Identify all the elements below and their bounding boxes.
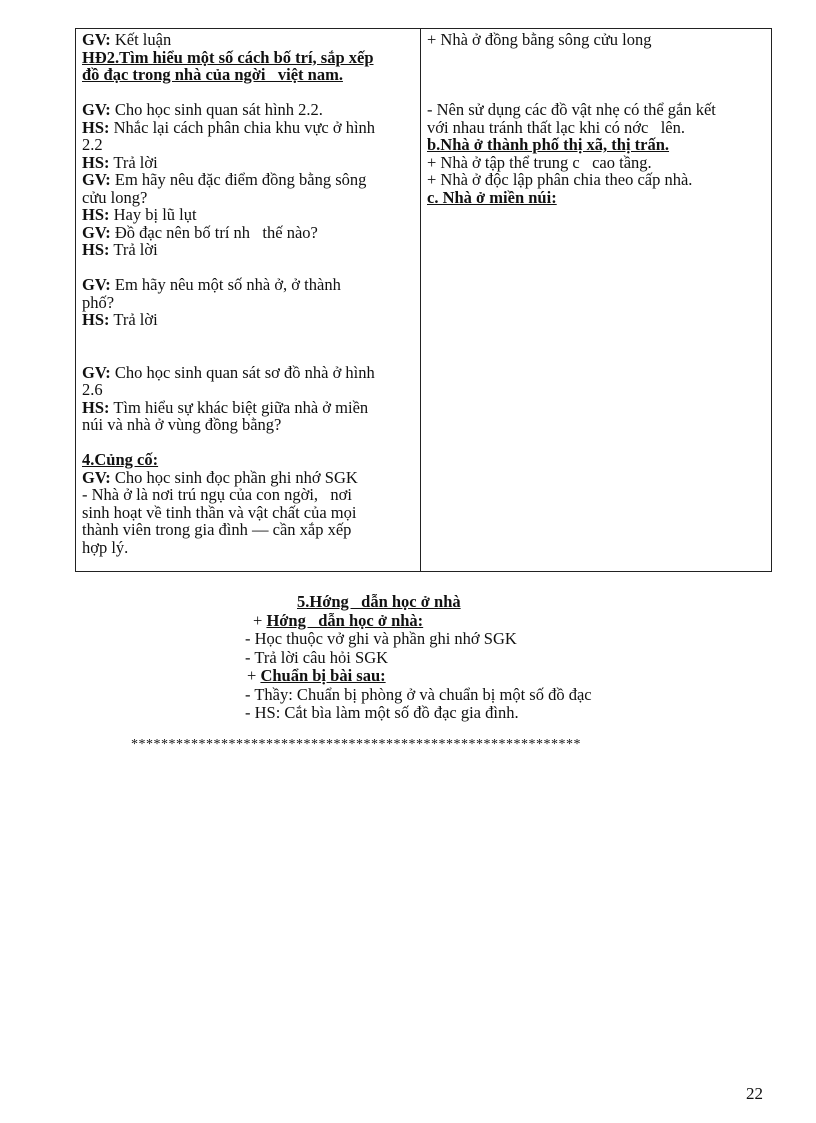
line-text: Trả lời <box>109 240 158 259</box>
line-text: Nhắc lại cách phân chia khu vực ở hình <box>109 117 376 137</box>
speaker-label: GV: <box>82 362 111 382</box>
left-heading: đồ đạc trong nhà của ngời việt nam. <box>82 65 343 84</box>
line-text: Cho học sinh quan sát hình 2.2. <box>110 100 323 119</box>
speaker-label: GV: <box>82 275 111 294</box>
line-text: 2.6 <box>82 380 103 399</box>
speaker-label: GV: <box>82 222 111 242</box>
speaker-label: GV: <box>82 100 111 119</box>
left-line <box>82 101 418 119</box>
lesson-table <box>75 28 772 572</box>
left-line <box>82 504 418 522</box>
left-line <box>82 364 418 382</box>
blank-line <box>82 259 418 277</box>
blank-line <box>82 84 418 102</box>
line-text: phố? <box>82 292 115 312</box>
left-line <box>82 486 418 504</box>
line-text: - Nhà ở là nơi trú ngụ của con ngời, nơi <box>82 485 352 504</box>
content-column <box>427 31 767 206</box>
line-text: Tìm hiểu sự khác biệt giữa nhà ở miền <box>109 397 369 417</box>
line-text: hợp lý. <box>82 537 129 557</box>
homework-sub2-prefix: + <box>247 666 261 685</box>
right-line <box>427 119 767 137</box>
left-line <box>82 469 418 487</box>
right-heading: c. Nhà ở miền núi: <box>427 187 557 207</box>
left-line <box>82 294 418 312</box>
homework-item: - Trả lời câu hỏi SGK <box>245 647 389 667</box>
line-text: núi và nhà ở vùng đồng bằng? <box>82 415 282 434</box>
speaker-label: GV: <box>82 170 111 189</box>
right-line <box>427 101 767 119</box>
line-text: + Nhà ở đồng bằng sông cửu long <box>427 30 652 49</box>
homework-section <box>245 593 665 723</box>
left-line <box>82 31 418 49</box>
blank-line <box>427 66 767 84</box>
line-text: Trả lời <box>109 310 158 329</box>
homework-item: - Học thuộc vở ghi và phần ghi nhớ SGK <box>245 629 517 648</box>
homework-item: - HS: Cắt bìa làm một số đồ đạc gia đình. <box>245 703 519 722</box>
line-text: Hay bị lũ lụt <box>109 205 197 224</box>
speaker-label: HS: <box>82 397 110 417</box>
homework-title: 5.Hớng dẫn học ở nhà <box>297 592 461 611</box>
left-heading: 4.Củng cố: <box>82 450 159 469</box>
blank-line <box>427 84 767 102</box>
blank-line <box>427 49 767 67</box>
right-heading: b.Nhà ở thành phố thị xã, thị trấn. <box>427 135 670 154</box>
homework-item: - Thầy: Chuẩn bị phòng ở và chuẩn bị một số đồ đạc <box>245 684 592 704</box>
speaker-label: HS: <box>82 117 110 137</box>
line-text: Đồ đạc nên bố trí nh thế nào? <box>110 222 318 242</box>
line-text: Cho học sinh quan sát sơ đồ nhà ở hình <box>110 362 375 382</box>
separator-stars: ************************************************************ <box>131 737 581 752</box>
left-line <box>82 416 418 434</box>
teacher-activity-column <box>82 31 418 556</box>
speaker-label: GV: <box>82 30 111 49</box>
line-text: thành viên trong gia đình — cần xắp xếp <box>82 520 352 539</box>
column-divider <box>420 29 421 571</box>
line-text: sinh hoạt về tinh thần và vật chất của mọi <box>82 502 357 522</box>
line-text: Cho học sinh đọc phần ghi nhớ SGK <box>110 467 358 487</box>
line-text: Em hãy nêu một số nhà ở, ở thành <box>110 275 341 294</box>
line-text: 2.2 <box>82 135 103 154</box>
speaker-label: HS: <box>82 240 110 259</box>
left-line <box>82 224 418 242</box>
left-line <box>82 539 418 557</box>
left-line <box>82 521 418 539</box>
left-line <box>82 381 418 399</box>
speaker-label: HS: <box>82 152 110 172</box>
left-line <box>82 311 418 329</box>
left-line <box>82 189 418 207</box>
left-line <box>82 136 418 154</box>
line-text: - Nên sử dụng các đồ vật nhẹ có thể gắn kết <box>427 100 716 119</box>
right-line <box>427 171 767 189</box>
homework-sub1 <box>245 612 665 631</box>
line-text: Kết luận <box>110 30 172 49</box>
homework-sub1-label: Hớng dẫn học ở nhà: <box>266 610 424 630</box>
left-line <box>82 241 418 259</box>
line-text: cửu long? <box>82 187 148 207</box>
speaker-label: GV: <box>82 467 111 487</box>
line-text: Trả lời <box>109 152 158 172</box>
line-text: với nhau tránh thất lạc khi có nớc lên. <box>427 117 685 137</box>
homework-sub2 <box>245 667 665 686</box>
speaker-label: HS: <box>82 205 110 224</box>
left-heading: HĐ2.Tìm hiểu một số cách bố trí, sắp xếp <box>82 47 374 67</box>
left-line <box>82 171 418 189</box>
homework-sub2-label: Chuẩn bị bài sau: <box>260 666 386 685</box>
left-line <box>82 206 418 224</box>
speaker-label: HS: <box>82 310 110 329</box>
blank-line <box>82 329 418 364</box>
left-line <box>82 154 418 172</box>
homework-sub1-prefix: + <box>253 610 267 630</box>
line-text: Em hãy nêu đặc điểm đồng bằng sông <box>110 170 367 189</box>
left-line <box>82 276 418 294</box>
line-text: + Nhà ở tập thể trung c cao tầng. <box>427 152 652 172</box>
right-line <box>427 31 767 49</box>
left-line <box>82 399 418 417</box>
blank-line <box>82 434 418 452</box>
left-line <box>82 119 418 137</box>
right-line <box>427 154 767 172</box>
line-text: + Nhà ở độc lập phân chia theo cấp nhà. <box>427 170 693 189</box>
page-number: 22 <box>746 1084 763 1103</box>
